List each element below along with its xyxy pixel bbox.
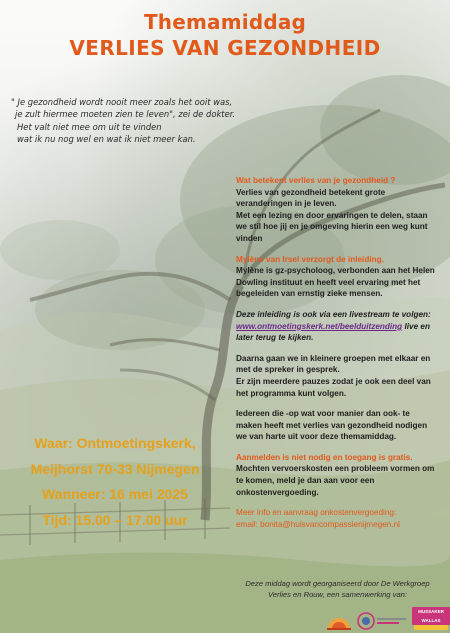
question-body-line: veranderingen in je leven. bbox=[236, 199, 337, 209]
speaker-body-line: Dowling instituut en heeft veel ervaring met het bbox=[236, 277, 421, 287]
event-date: Wanneer: 16 mei 2025 bbox=[42, 486, 188, 502]
quote-line: " Je gezondheid wordt nooit meer zoals het ooit was, bbox=[11, 97, 233, 107]
question-body-line: Verlies van gezondheid betekent grote bbox=[236, 187, 386, 197]
costs-line: Mochten vervoerskosten een probleem vormen om bbox=[236, 464, 435, 474]
livestream-link-line bbox=[236, 321, 444, 333]
question-body-line: we stil hoe jij en je omgeving hierin een weg kunt bbox=[236, 222, 428, 232]
livestream-link[interactable]: www.ontmoetingskerk.net/beelduitzending bbox=[236, 321, 403, 331]
free-entry-heading: Aanmelden is niet nodig en toegang is gratis. bbox=[236, 452, 413, 462]
event-theme-title: VERLIES VAN GEZONDHEID bbox=[69, 36, 381, 60]
invite-line: maken heeft met verlies van gezondheid nodigen bbox=[236, 420, 428, 430]
quote-line: Het valt niet mee om uit te vinden bbox=[17, 121, 162, 132]
event-time: Tijd: 15.00 – 17.00 uur bbox=[42, 512, 188, 528]
livestream-after: live en bbox=[402, 321, 430, 331]
huis-van-compassie-logo bbox=[326, 611, 352, 631]
costs-line: te komen, meld je dan aan voor een bbox=[236, 476, 375, 486]
speaker-body-line: begeleiden van ernstig zieke mensen. bbox=[236, 289, 383, 299]
livestream-note: Deze inleiding is ook via een livestream te volgen: bbox=[236, 309, 431, 319]
groups-line: Er zijn meerdere pauzes zodat je ook een deel van bbox=[236, 376, 431, 386]
venue-address: Meijhorst 70-33 Nijmegen bbox=[30, 461, 200, 477]
question-body-line: vinden bbox=[236, 233, 263, 243]
event-type-title: Themamiddag bbox=[143, 10, 307, 34]
doctor-quote bbox=[11, 96, 311, 146]
contact-info-label: Meer info en aanvraag onkostenvergoeding: bbox=[236, 508, 397, 518]
organizer-line: Deze middag wordt georganiseerd door De Werkgroep bbox=[245, 579, 430, 588]
organizer-note bbox=[230, 578, 445, 601]
groups-line: het programma kunt volgen. bbox=[236, 388, 347, 398]
groups-line: Daarna gaan we in kleinere groepen met elkaar en bbox=[236, 353, 431, 363]
organizer-line: Verlies en Rouw, een samenwerking van: bbox=[267, 590, 407, 600]
question-heading: Wat betekent verlies van je gezondheid ? bbox=[236, 176, 396, 185]
livestream-note-end: later terug te kijken. bbox=[236, 333, 314, 343]
invite-line: we van harte uit voor deze themamiddag. bbox=[236, 432, 397, 442]
speaker-body-line: Mylène is gz-psycholoog, verbonden aan het Helen bbox=[236, 266, 435, 276]
question-body-line: Met een lezing en door ervaringen te delen, staan bbox=[236, 210, 428, 220]
venue-name: Waar: Ontmoetingskerk, bbox=[34, 435, 196, 451]
contact-email[interactable]: email: bonita@huisvancompassienijmegen.nl bbox=[236, 519, 400, 529]
mussaker-wallas-logo bbox=[412, 607, 450, 631]
quote-line: je zult hiermee moeten zien te leven", zei de dokter. bbox=[15, 109, 236, 120]
groups-line: met de spreker in gesprek. bbox=[236, 365, 340, 375]
speaker-heading: Mylène van Irsel verzorgt de inleiding. bbox=[236, 254, 384, 264]
mussaker-wallas-logo-text: MUSSAKER WALLAS bbox=[412, 607, 450, 625]
quote-line: wat ik nu nog wel en wat ik niet meer kan. bbox=[17, 134, 196, 145]
invite-line: Iedereen die -op wat voor manier dan ook- te bbox=[236, 409, 410, 419]
costs-line: onkostenvergoeding. bbox=[236, 487, 319, 497]
nijmegen-logo bbox=[356, 611, 408, 631]
event-description bbox=[236, 175, 444, 530]
partner-logos bbox=[326, 607, 450, 633]
